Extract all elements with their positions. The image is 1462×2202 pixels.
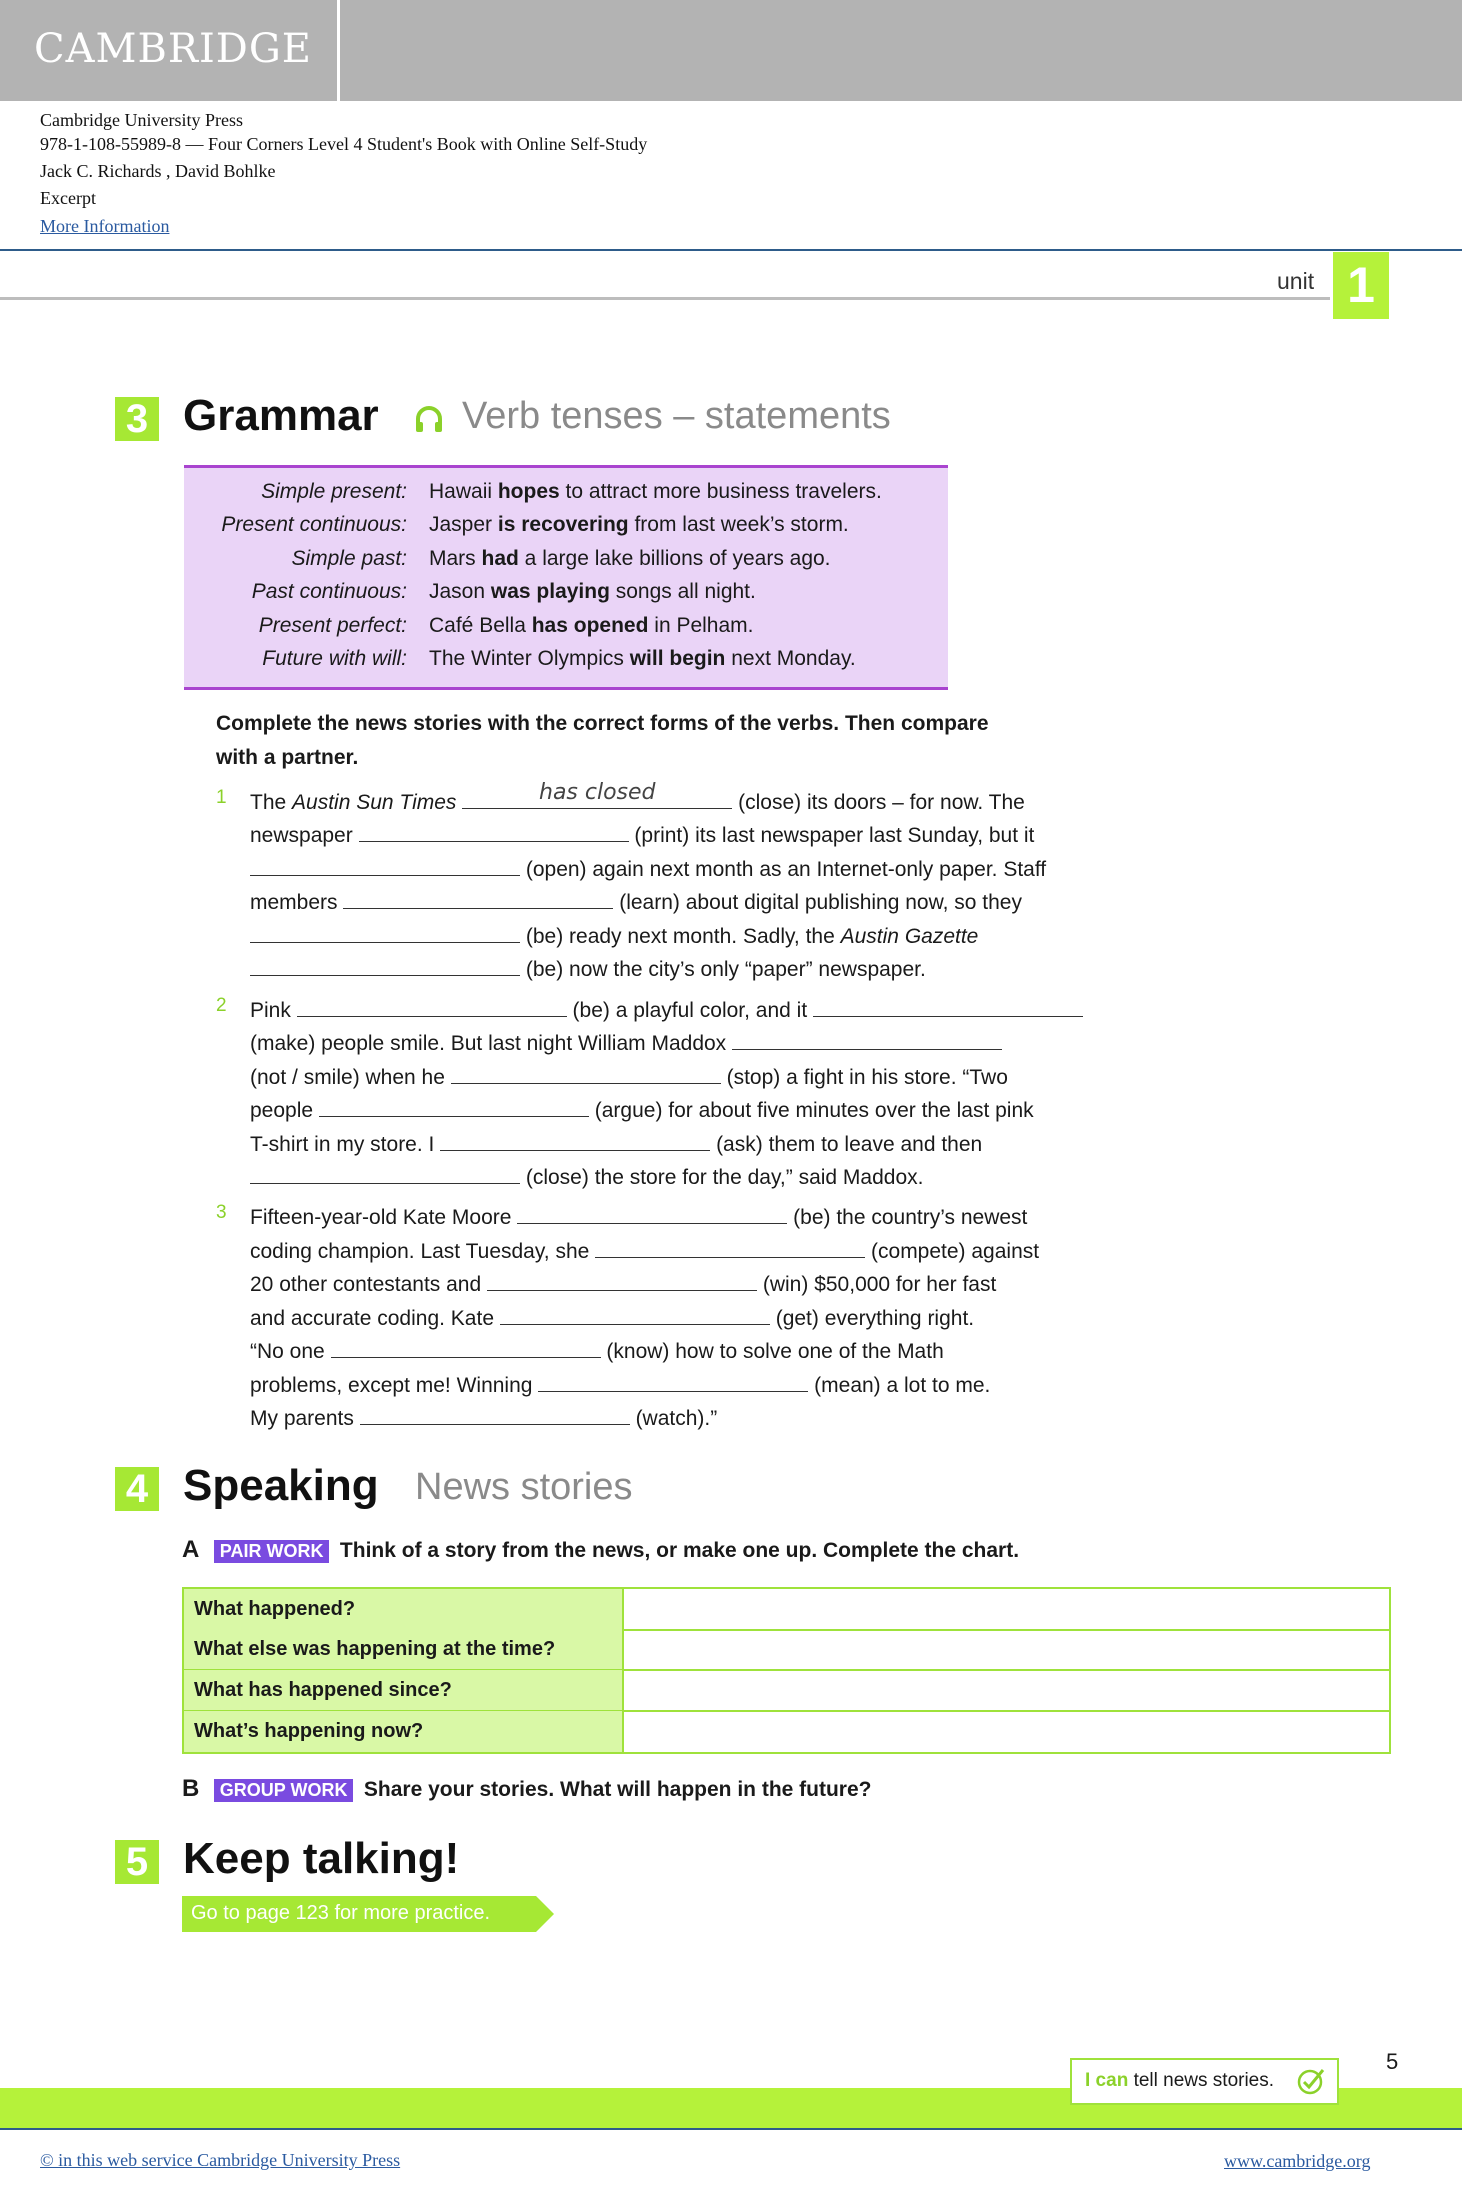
grammar-row: Present perfect: Café Bella has opened in Pelham. [184,609,948,642]
unit-label: unit [1277,268,1315,294]
answer-blank[interactable] [462,780,732,809]
section-title: Grammar [183,391,379,440]
story-line: coding champion. Last Tuesday, she (compete) against [250,1235,1039,1266]
chart-question: What happened? [184,1589,624,1629]
group-work-tag: GROUP WORK [214,1779,354,1802]
story-line: 20 other contestants and (win) $50,000 for her fast [250,1268,996,1299]
i-can-box [1070,2058,1339,2105]
section-number: 4 [115,1467,159,1511]
story-line: members (learn) about digital publishing now, so they [250,886,1022,917]
grammar-row: Simple present: Hawaii hopes to attract more business travelers. [184,475,948,508]
handwritten-answer: has closed [539,780,656,805]
pair-work-tag: PAIR WORK [214,1540,330,1563]
practice-link[interactable] [182,1896,554,1932]
logo-text: CAMBRIDGE [34,26,312,72]
task-b [182,1775,871,1803]
i-can-text: I can tell news stories. [1085,2070,1275,2091]
footer-rule [0,2128,1462,2130]
section-subtitle: News stories [415,1466,633,1508]
practice-link-text: Go to page 123 for more practice. [191,1902,491,1924]
tense-label: Future with will: [262,647,407,670]
answer-blank[interactable] [440,1128,710,1151]
story-line: Fifteen-year-old Kate Moore (be) the country’s newest [250,1201,1027,1232]
section-title: Speaking [183,1461,379,1510]
story-line: “No one (know) how to solve one of the Math [250,1335,944,1366]
answer-blank[interactable] [250,1161,520,1184]
section-number: 5 [115,1840,159,1884]
task-letter: A [182,1536,200,1563]
cambridge-logo [0,0,337,101]
answer-blank[interactable] [595,1235,865,1258]
website-link[interactable]: www.cambridge.org [1224,2151,1371,2171]
answer-blank[interactable] [500,1302,770,1325]
story-line: (not / smile) when he (stop) a fight in his store. “Two [250,1061,1008,1092]
tense-label: Past continuous: [251,580,407,603]
more-information-link[interactable]: More Information [40,216,170,236]
chart-answer-area[interactable] [626,1589,1389,1752]
item-number: 1 [216,787,227,808]
header-rule [0,249,1462,251]
grammar-box [184,465,948,690]
answer-blank[interactable] [331,1335,601,1358]
answer-blank[interactable] [297,994,567,1017]
story-line: people (argue) for about five minutes over the last pink [250,1094,1034,1125]
section-number: 3 [115,397,159,441]
story-line: newspaper (print) its last newspaper last Sunday, but it [250,819,1034,850]
story-line: T-shirt in my store. I (ask) them to leave and then [250,1128,982,1159]
answer-blank[interactable] [487,1268,757,1291]
page-number: 5 [1386,2049,1399,2074]
publisher: Cambridge University Press [40,110,243,130]
grammar-row: Future with will: The Winter Olympics will begin next Monday. [184,642,948,675]
answer-blank[interactable] [359,819,629,842]
tense-label: Simple past: [291,547,407,570]
grammar-row: Past continuous: Jason was playing songs all night. [184,575,948,608]
answer-blank[interactable] [451,1061,721,1084]
task-instruction: Think of a story from the news, or make one up. Complete the chart. [339,1539,1020,1562]
tense-label: Present continuous: [221,513,407,536]
item-number: 3 [216,1202,227,1223]
chart-question: What else was happening at the time? [184,1629,624,1669]
grammar-row: Simple past: Mars had a large lake billions of years ago. [184,542,948,575]
excerpt-label: Excerpt [40,188,96,208]
task-instruction: Share your stories. What will happen in the future? [363,1778,872,1801]
authors: Jack C. Richards , David Bohlke [40,161,276,181]
story-line: problems, except me! Winning (mean) a lot to me. [250,1369,990,1400]
answer-blank[interactable] [360,1402,630,1425]
section-subtitle: Verb tenses – statements [462,395,891,437]
instruction: with a partner. [216,746,359,769]
story-line: (be) ready next month. Sadly, the Austin Gazette [250,920,978,951]
answer-blank[interactable] [517,1201,787,1224]
answer-blank[interactable] [250,920,520,943]
answer-blank[interactable] [732,1027,1002,1050]
answer-blank[interactable] [538,1369,808,1392]
story-line: (be) now the city’s only “paper” newspaper. [250,953,926,984]
answer-blank[interactable] [813,994,1083,1017]
answer-blank[interactable] [319,1094,589,1117]
story-line: and accurate coding. Kate (get) everything right. [250,1302,974,1333]
unit-rule [0,297,1330,300]
chart-question: What’s happening now? [184,1711,624,1752]
story-line: The Austin Sun Times has closed (close) its doors – for now. The [250,780,1025,814]
answer-blank[interactable] [250,853,520,876]
story-line: Pink (be) a playful color, and it [250,994,1083,1025]
story-line: (close) the store for the day,” said Maddox. [250,1161,923,1192]
story-line: My parents (watch).” [250,1402,717,1433]
answer-blank[interactable] [250,953,520,976]
answer-blank[interactable] [343,886,613,909]
unit-number: 1 [1333,252,1389,319]
isbn-title: 978-1-108-55989-8 — Four Corners Level 4 Student's Book with Online Self-Study [40,134,648,154]
section-title: Keep talking! [183,1834,460,1883]
item-number: 2 [216,995,227,1016]
grammar-row: Present continuous: Jasper is recovering from last week’s storm. [184,508,948,541]
checkmark-icon [1296,2066,1326,2096]
story-line: (open) again next month as an Internet-only paper. Staff [250,853,1046,884]
task-a [182,1536,1019,1564]
headphones-icon[interactable] [414,404,444,439]
chart-question: What has happened since? [184,1670,624,1710]
header-divider [337,0,340,101]
tense-label: Simple present: [261,480,407,503]
instruction: Complete the news stories with the correct forms of the verbs. Then compare [216,712,989,735]
task-letter: B [182,1775,200,1802]
copyright-link[interactable]: © in this web service Cambridge University Press [40,2150,401,2170]
story-line: (make) people smile. But last night William Maddox [250,1027,1002,1058]
story-chart [182,1587,1391,1754]
tense-label: Present perfect: [258,614,407,637]
